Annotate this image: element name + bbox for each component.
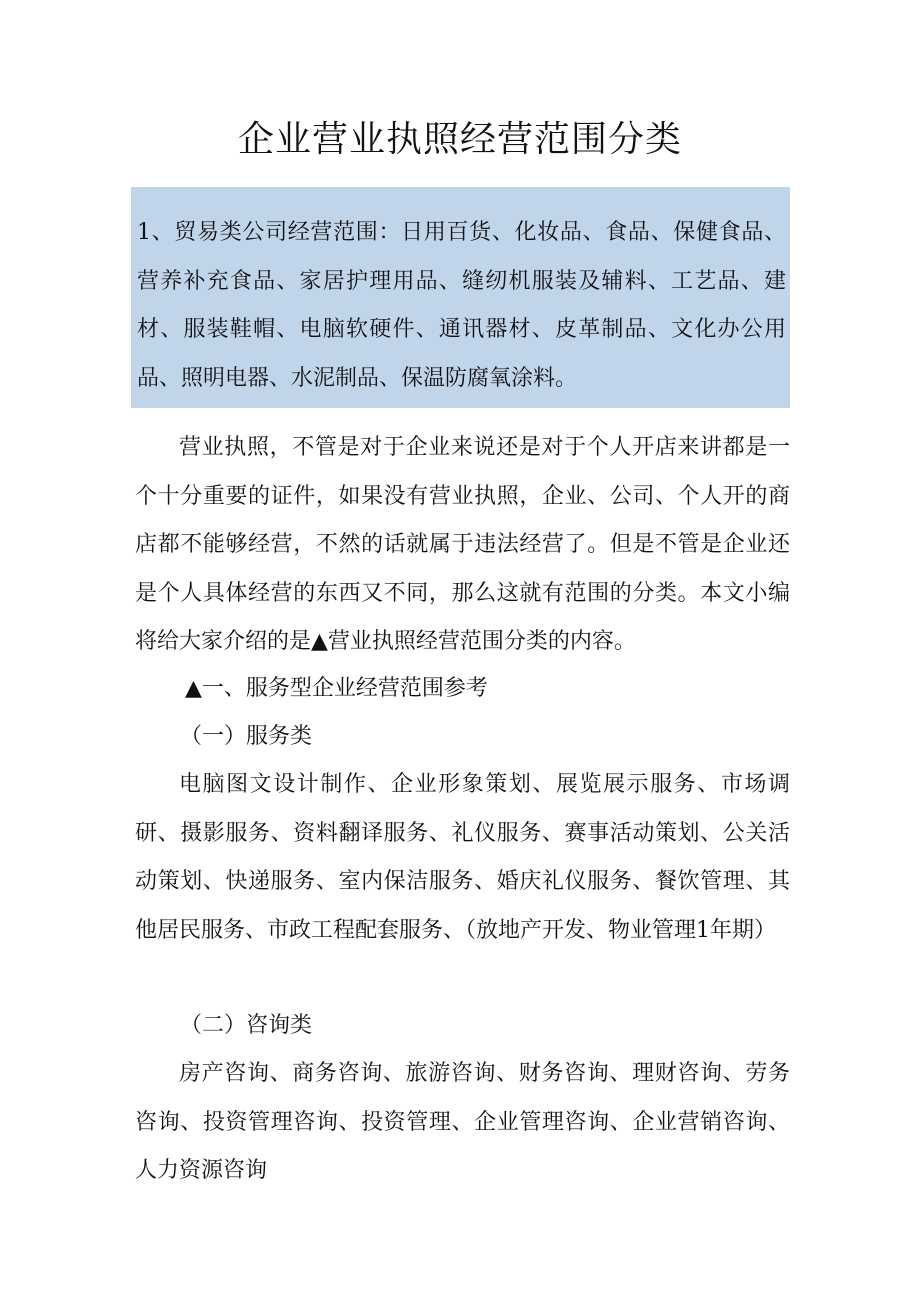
trade-scope-text: 1、贸易类公司经营范围：日用百货、化妆品、食品、保健食品、营养补充食品、家居护理用品、缝纫机服装及辅料、工艺品、建材、服装鞋帽、电脑软硬件、通讯器材、皮革制品、文化办公用品、照明电器、水泥制品、保温防腐氧涂料。 (137, 220, 786, 391)
consulting-scope-paragraph: 房产咨询、商务咨询、旅游咨询、财务咨询、理财咨询、劳务咨询、投资管理咨询、投资管理、企业管理咨询、企业营销咨询、人力资源咨询 (135, 1061, 790, 1183)
service-scope-paragraph: 电脑图文设计制作、企业形象策划、展览展示服务、市场调研、摄影服务、资料翻译服务、礼仪服务、赛事活动策划、公关活动策划、快递服务、室内保洁服务、婚庆礼仪服务、餐饮管理、其他居民服务、市政工程配套服务、（放地产开发、物业管理1年期） (135, 772, 790, 943)
subheading-service: （一）服务类 (180, 724, 313, 749)
section-heading-service: ▲一、服务型企业经营范围参考 (185, 676, 488, 701)
highlighted-paragraph (131, 187, 790, 408)
document-title: 企业营业执照经营范围分类 (237, 119, 682, 160)
subheading-consulting: （二）咨询类 (180, 1013, 313, 1038)
intro-paragraph: 营业执照，不管是对于企业来说还是对于个人开店来讲都是一个十分重要的证件，如果没有营业执照，企业、公司、个人开的商店都不能够经营，不然的话就属于违法经营了。但是不管是企业还是个人具体经营的东西又不同，那么这就有范围的分类。本文小编将给大家介绍的是▲营业执照经营范围分类的内容。 (135, 435, 790, 654)
